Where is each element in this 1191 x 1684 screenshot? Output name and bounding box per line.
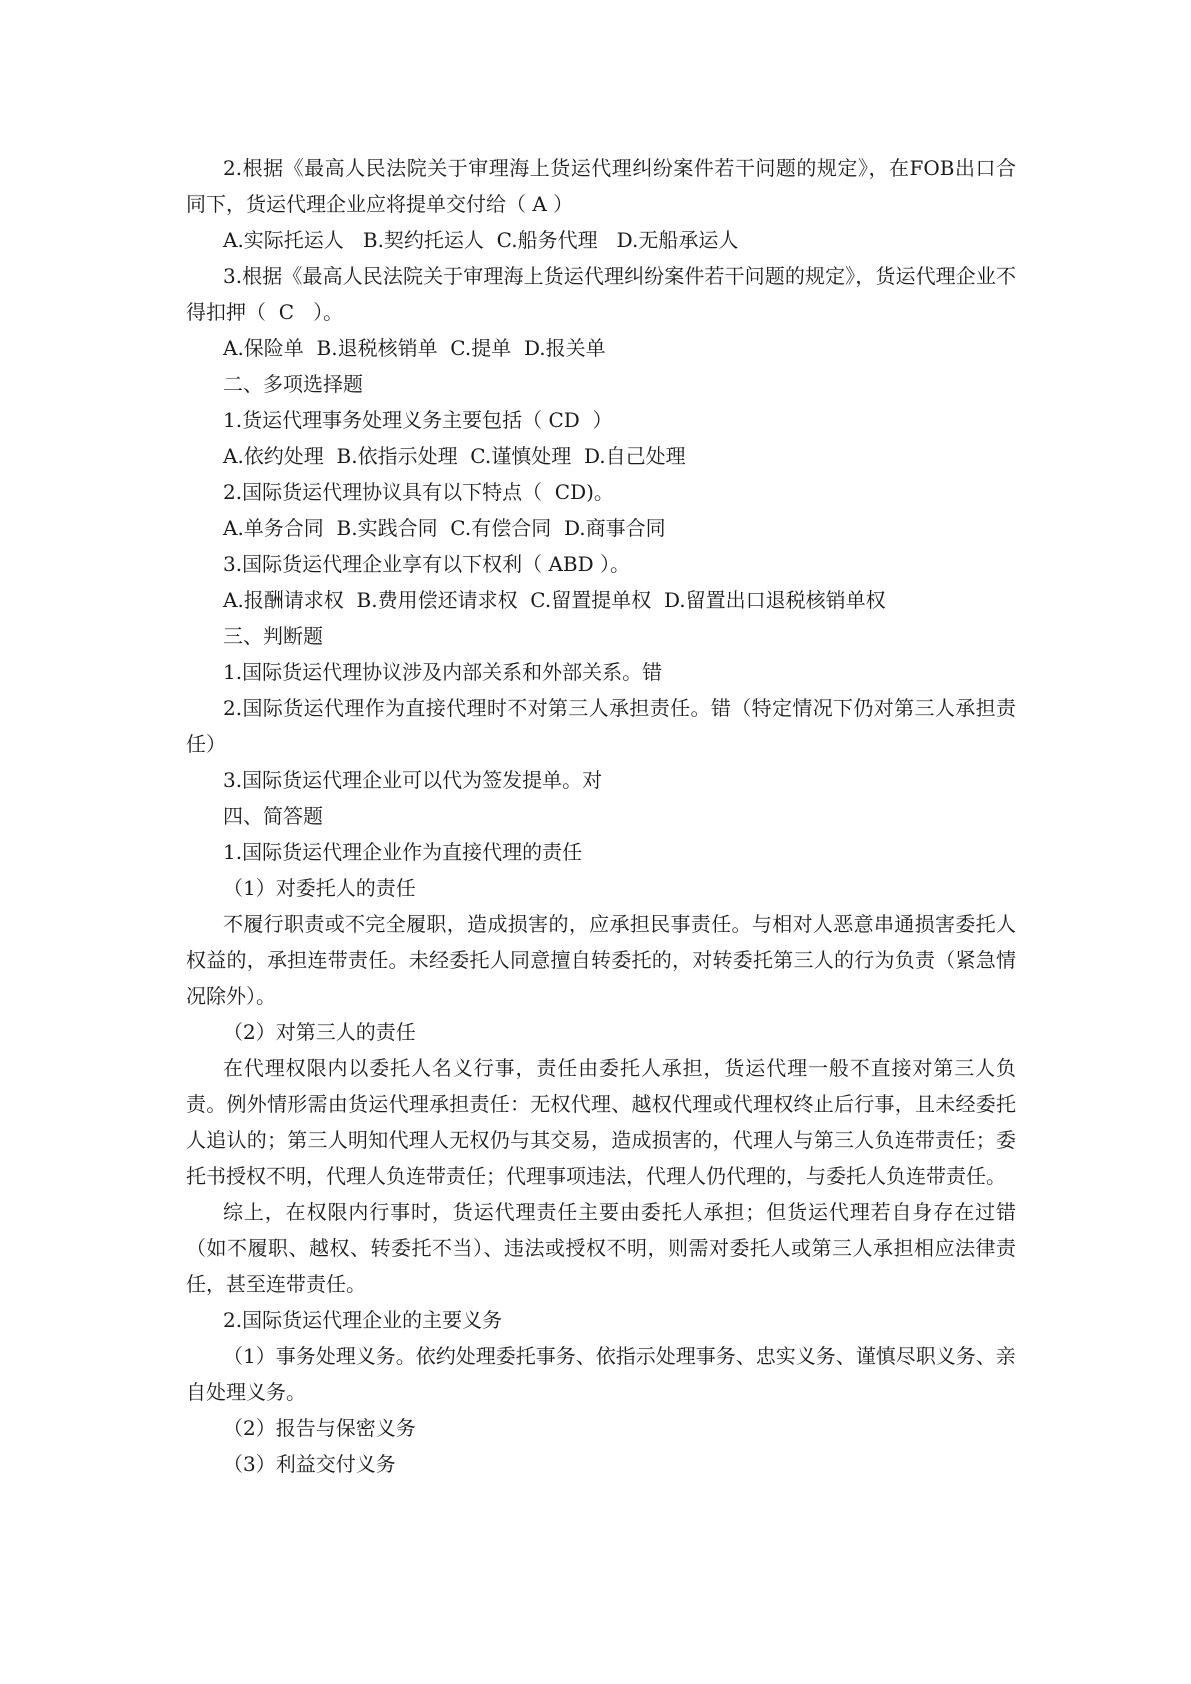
document-body: [186, 150, 1016, 1482]
question-mm1-options: A.依约处理 B.依指示处理 C.谨慎处理 D.自己处理: [223, 444, 686, 468]
sa2-item-2: （2）报告与保密义务: [223, 1416, 416, 1440]
sa2-item-3: （3）利益交付义务: [223, 1452, 396, 1476]
section-heading-true-false: 三、判断题: [223, 624, 323, 648]
sa1-paragraph-third-party: 在代理权限内以委托人名义行事，责任由委托人承担，货运代理一般不直接对第三人负责。例外情形需由货运代理承担责任：无权代理、越权代理或代理权终止后行事，且未经委托人追认的；第三人明知代理人无权仍与其交易，造成损害的，代理人与第三人负连带责任；委托书授权不明，代理人负连带责任；代理事项违法，代理人仍代理的，与委托人负连带责任。: [186, 1056, 1016, 1188]
question-mm3-options: A.报酬请求权 B.费用偿还请求权 C.留置提单权 D.留置出口退税核销单权: [223, 588, 886, 612]
question-sa1-title: 1.国际货运代理企业作为直接代理的责任: [223, 840, 583, 864]
question-tf2: 2.国际货运代理作为直接代理时不对第三人承担责任。错（特定情况下仍对第三人承担责任）: [186, 696, 1016, 756]
question-mm2-stem: 2.国际货运代理协议具有以下特点（ CD)。: [223, 480, 614, 504]
question-mm2-options: A.单务合同 B.实践合同 C.有偿合同 D.商事合同: [223, 516, 666, 540]
question-mc3-stem: 3.根据《最高人民法院关于审理海上货运代理纠纷案件若干问题的规定》，货运代理企业不得扣押（ C ）。: [186, 264, 1016, 324]
question-mm3-stem: 3.国际货运代理企业享有以下权利（ ABD ）。: [223, 552, 630, 576]
question-tf3: 3.国际货运代理企业可以代为签发提单。对: [223, 768, 603, 792]
question-mm1-stem: 1.货运代理事务处理义务主要包括（ CD ）: [223, 408, 613, 432]
sa1-subheading-principal: （1）对委托人的责任: [223, 876, 416, 900]
section-heading-short-answer: 四、简答题: [223, 804, 323, 828]
question-mc3-options: A.保险单 B.退税核销单 C.提单 D.报关单: [223, 336, 606, 360]
sa1-paragraph-summary: 综上，在权限内行事时，货运代理责任主要由委托人承担；但货运代理若自身存在过错（如不履职、越权、转委托不当）、违法或授权不明，则需对委托人或第三人承担相应法律责任，甚至连带责任。: [186, 1200, 1016, 1296]
sa1-subheading-third-party: （2）对第三人的责任: [223, 1020, 416, 1044]
question-mc2-stem: 2.根据《最高人民法院关于审理海上货运代理纠纷案件若干问题的规定》，在FOB出口合同下，货运代理企业应将提单交付给（ A ）: [186, 156, 1016, 216]
question-sa2-title: 2.国际货运代理企业的主要义务: [223, 1308, 503, 1332]
sa2-item-1: （1）事务处理义务。依约处理委托事务、依指示处理事务、忠实义务、谨慎尽职义务、亲自处理义务。: [186, 1344, 1016, 1404]
section-heading-multiple-choice: 二、多项选择题: [223, 372, 363, 396]
question-tf1: 1.国际货运代理协议涉及内部关系和外部关系。错: [223, 660, 663, 684]
question-mc2-options: A.实际托运人 B.契约托运人 C.船务代理 D.无船承运人: [223, 228, 739, 252]
sa1-paragraph-principal: 不履行职责或不完全履职，造成损害的，应承担民事责任。与相对人恶意串通损害委托人权益的，承担连带责任。未经委托人同意擅自转委托的，对转委托第三人的行为负责（紧急情况除外）。: [186, 912, 1016, 1008]
